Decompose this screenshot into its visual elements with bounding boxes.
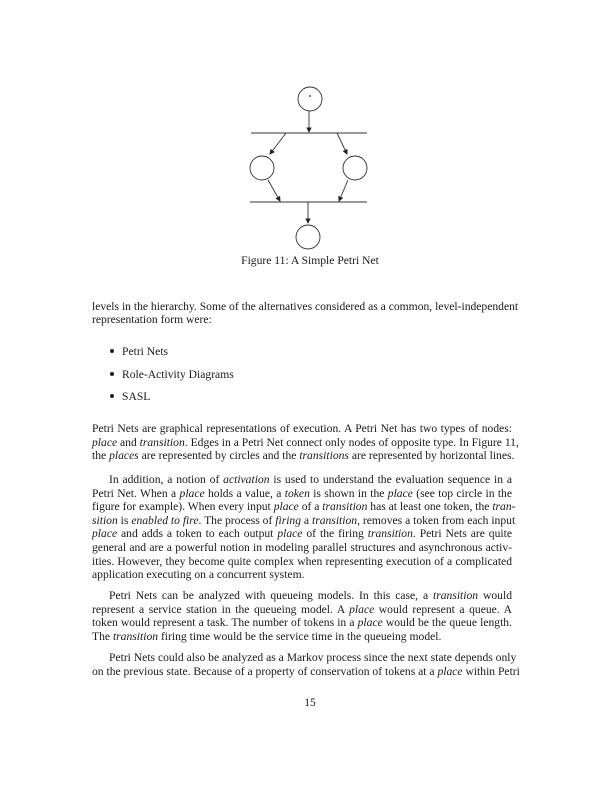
italic-term: firing [275,513,302,527]
text-run: Petri Nets can be analyzed with queueing models. In this case, a [109,589,433,602]
text-run: within Petri [462,664,520,678]
text-line [109,473,512,487]
italic-term: activation [223,473,270,486]
text-run: represent a service station in the queueing model. A [92,602,350,616]
text-run: Petri Nets could also be analyzed as a Markov process since the next state depends only [109,651,517,664]
italic-term: place [357,616,383,630]
arc-transition-to-left [270,133,286,154]
text-run: ities. However, they become quite complex when representing execution of a complicated [92,554,512,568]
text-line [92,616,512,630]
list-item-label: SASL [122,390,151,403]
italic-term: place [349,602,375,616]
text-line [92,568,512,582]
text-run: figure for example). When every input [92,500,274,514]
italic-term: place [273,500,299,514]
text-run: The [92,629,113,643]
text-run: Petri Nets are graphical representations of execution. A Petri Net has two types of nodes: [92,422,512,435]
text-run: are represented by horizontal lines. [348,449,515,463]
text-run: . Petri Nets are quite [412,527,512,541]
text-line [92,664,520,679]
list-item [110,345,168,359]
italic-term: transitions [299,449,349,463]
text-line [109,589,512,603]
text-run: is used to understand the evaluation sequence in a [269,473,512,486]
text-run: of the firing [302,527,368,541]
text-line [92,527,512,541]
text-line [92,313,512,327]
arc-transition-to-right [337,133,347,154]
italic-term: place [179,486,205,500]
text-run: application executing on a concurrent system. [92,568,305,582]
text-run: on the previous state. Because of a property of conservation of tokens at a [92,664,438,678]
text-run: holds a value, a [204,486,285,500]
text-run: a [301,513,312,527]
text-run: In addition, a notion of [109,473,224,486]
italic-term: place [277,527,303,541]
text-run: is shown in the [309,486,388,500]
text-line [92,300,519,314]
italic-term: place [387,486,413,500]
text-line [92,603,512,617]
arc-left-to-transition [268,180,280,201]
text-line [92,435,519,450]
italic-term: transition [433,589,479,602]
bullet-icon [110,349,114,353]
text-line [92,449,515,463]
text-run: the [92,449,110,463]
text-run: representation form were: [92,313,212,326]
token-dot [309,95,311,97]
text-run: has at least one token, the [367,500,493,514]
italic-term: transition [367,527,413,541]
text-line [92,422,512,436]
text-run: , removes a token from each input [357,513,516,527]
italic-term: transition [112,629,159,643]
text-line [92,630,512,644]
italic-term: places [109,449,139,463]
text-run: would be the queue length. [382,616,512,630]
text-run: token would represent a task. The number of tokens in a [92,616,358,630]
text-line [92,541,512,555]
text-run: general and are a powerful notion in modeling parallel structures and asynchronous activ- [92,541,512,554]
text-line [92,555,512,569]
italic-term: place [92,527,118,541]
list-item-label: Petri Nets [122,345,169,358]
text-run: and [117,435,140,449]
italic-term: transition [311,513,358,527]
place-right [343,156,367,180]
text-run: (see top circle in the [412,486,512,500]
text-line [92,487,512,501]
text-run: levels in the hierarchy. Some of the alternatives considered as a common, level-independent [92,300,519,313]
text-run: are represented by circles and the [138,449,300,463]
text-line [92,500,516,514]
italic-term: enabled to fire [131,513,199,527]
list-item [110,390,150,404]
text-run: firing time would be the service time in the queueing model. [158,629,442,643]
list-item [110,368,234,382]
italic-term: sition [92,513,118,527]
petri-net-figure [0,0,612,260]
text-run: Petri Net. When a [92,486,180,500]
arc-right-to-transition [339,180,348,201]
text-run: would [478,589,512,602]
text-run: . Edges in a Petri Net connect only nodes of opposite type. In Figure 11, [184,435,519,449]
italic-term: token [284,486,310,500]
text-line [109,651,517,665]
list-item-label: Role-Activity Diagrams [122,368,234,381]
page-number: 15 [304,696,316,709]
text-run: and adds a token to each output [117,527,278,541]
place-bottom [296,225,320,249]
italic-term: transition [322,500,368,514]
text-run: . The process of [198,513,276,527]
place-left [250,156,274,180]
italic-term: tran- [492,500,516,514]
text-run: of a [298,500,323,514]
text-run: is [117,513,132,527]
bullet-icon [110,394,114,398]
italic-term: place [92,435,118,449]
italic-term: place [437,664,463,678]
italic-term: transition [139,435,185,449]
text-run: would represent a queue. A [374,602,512,616]
text-line [92,513,516,528]
bullet-icon [110,372,114,376]
figure-caption: Figure 11: A Simple Petri Net [241,254,379,267]
place-top [298,87,322,111]
